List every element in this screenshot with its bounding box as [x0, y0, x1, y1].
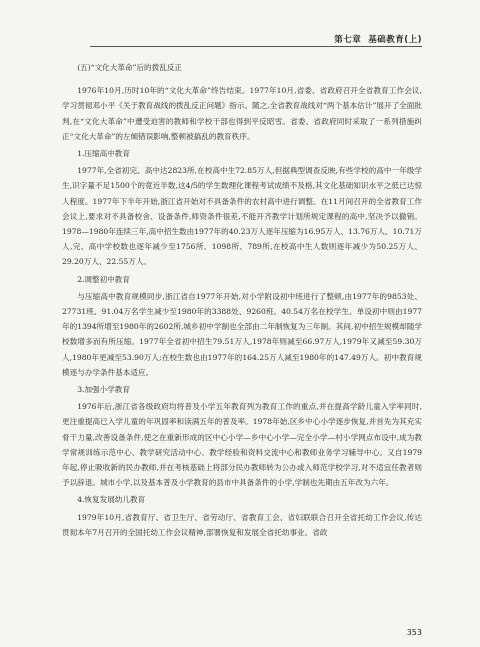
header-divider: [90, 46, 422, 47]
subheading-4: 4.恢复发展幼儿教育: [77, 495, 146, 505]
running-header: [90, 33, 422, 45]
paragraph-3: 1976年后,浙江省各级政府均将普及小学五年教育列为教育工作的重点,并在提高学龄儿童入学率同时,更注重提高已入学儿童的年巩固率和读满五年的普及率。1978年始,区乡中心小学逐步恢复,并首先为其充实骨干力量,改善设备条件,使之在重新形成的区中心小学—乡中心小学—完全小学—村小学网点布设中,成为教学常规训练示范中心、教学研究活动中心、教学经验和资料交流中心和教师业务学习辅导中心。又自1979年起,停止吸收新的民办教师,并在考核基础上将部分民办教师转为公办或入师范学校学习,对不适宜任教者则予以辞退。城市小学,以及基本普及小学教育的县市中具备条件的小学,学制也先期由五年改为六年。: [62, 402, 422, 488]
paragraph-4: 1979年10月,省教育厅、省卫生厅、省劳动厅、省教育工会、省妇联联合召开全省托幼工作会议,传达贯彻本年7月召开的全国托幼工作会议精神,部署恢复和发展全省托幼事业。省政: [62, 512, 422, 537]
page-body: [62, 58, 422, 540]
intro-paragraph: 1976年10月,历时10年的“文化大革命”终告结束。1977年10月,省委、省政府召开全省教育工作会议,学习贯彻邓小平《关于教育战线的拨乱反正问题》指示。随之,全省教育战线对“两个基本估计”展开了全面批判,在“文化大革命”中遭受迫害的教师和学校干部也得到平反昭雪。省委、省政府同时采取了一系列措施纠正“文化大革命”的左倾错误影响,整顿被搞乱的教育秩序。: [62, 86, 422, 141]
chapter-title: 基础教育(上): [368, 35, 422, 45]
paragraph-1: 1977年,全省初完、高中达2823所,在校高中生72.85万人,但据典型调查反映,有些学校的高中一年级学生,识字量不足1500个的竟近半数,这4/5的学生数理化课程考试成绩不及格,其文化基础知识水平之低已达惊人程度。1977年下半年开始,浙江省开始对不具备条件的农村高中进行调整。在11月间召开的全省教育工作会议上,要求对不具备校舍、设备条件,师资条件很差,不能开齐教学计划所规定课程的高中,坚决予以撤销。1978—1980年连续三年,高中招生数由1977年的40.23万人逐年压缩为16.95万人、13.76万人、10.71万人,完、高中学校数也逐年减少至1756所、1098所、789所,在校高中生人数则逐年减少为50.25万人、29.20万人、22.55万人。: [62, 166, 422, 267]
subheading-3: 3.加强小学教育: [77, 385, 130, 395]
subheading-1: 1.压缩高中教育: [77, 149, 130, 159]
page-number: 353: [406, 628, 422, 637]
chapter-number: 第七章: [334, 35, 362, 45]
paragraph-2: 与压缩高中教育规模同步,浙江省自1977年开始,对小学附设初中班进行了整顿,由1977年的9853处、27731班、91.04万名学生减少至1980年的3388处、9260班、40.54万名在校学生。单设初中则由1977年的1394所增至1980年的2602所,城乡初中学制也全部由二年制恢复为三年制。其间,初中招生规模却随学校数增多而有所压缩。1977年全省初中招生79.51万人,1978年则减至66.97万人,1979年又减至59.30万人,1980年更减至53.90万人;在校生数也由1977年的164.25万人减至1980年的147.49万人。初中教育规模逐与办学条件基本适应。: [62, 291, 422, 377]
section-title: (五)“文化大革命”后的拨乱反正: [77, 63, 183, 72]
subheading-2: 2.调整初中教育: [77, 274, 130, 284]
